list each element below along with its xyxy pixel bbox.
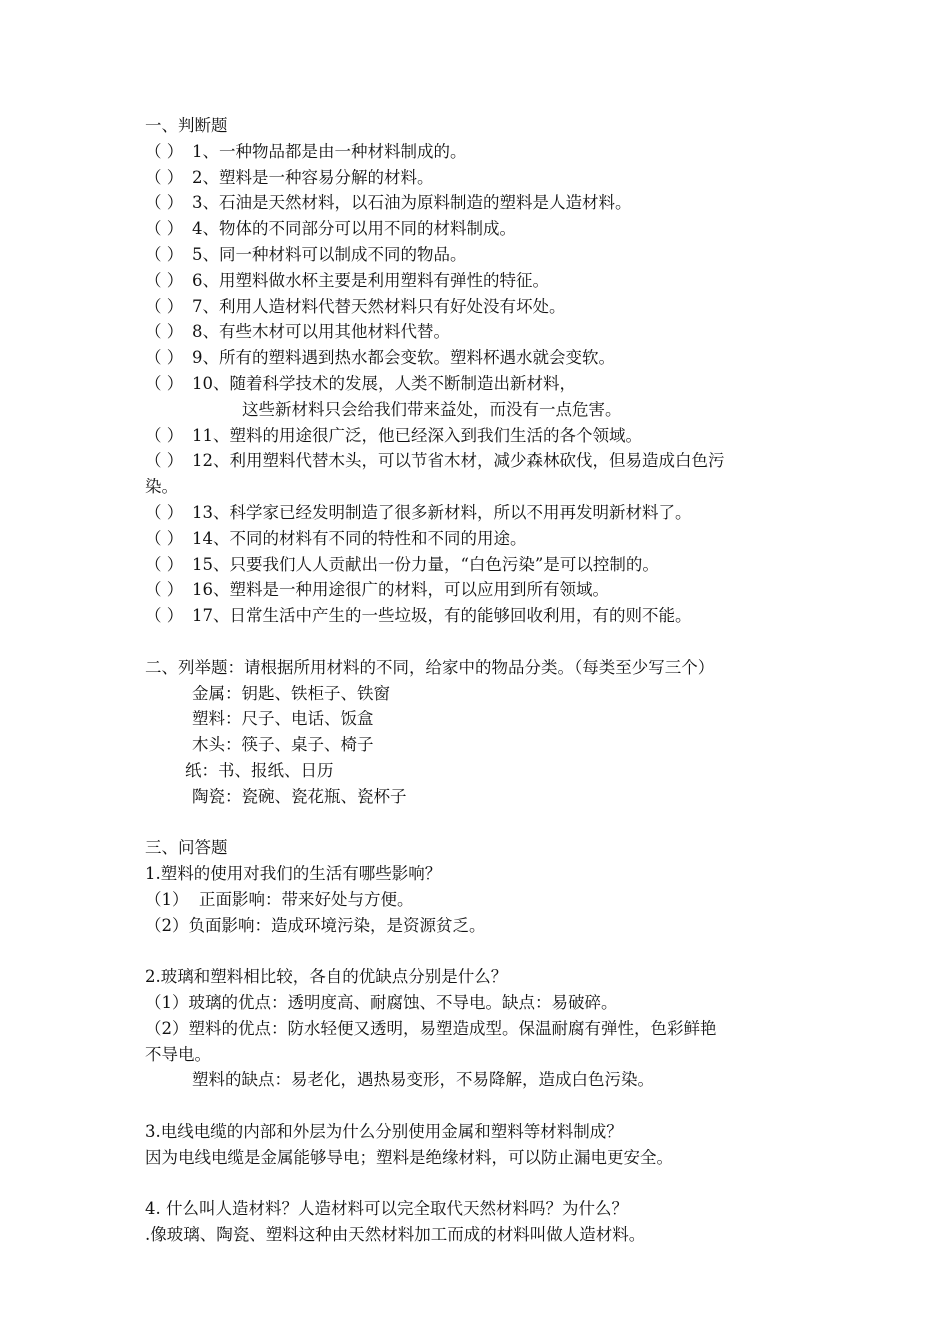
section2-title: 二、列举题：请根据所用材料的不同，给家中的物品分类。（每类至少写三个） [145, 657, 715, 677]
item-number: 3 [192, 193, 203, 213]
item-separator: 、 [213, 425, 230, 445]
item-number: 2 [192, 167, 203, 187]
answer-blank: （ ） [145, 270, 184, 290]
item-separator: 、 [202, 219, 219, 239]
judgement-item [145, 526, 825, 552]
judgement-item [145, 319, 825, 345]
judgement-item [145, 423, 825, 449]
item-text: 只要我们人人贡献出一份力量，“白色污染”是可以控制的。 [229, 554, 659, 574]
item-separator: 、 [202, 244, 219, 264]
item-separator: 、 [213, 606, 230, 626]
judgement-item [145, 500, 825, 526]
item-separator: 、 [202, 167, 219, 187]
item-separator: 、 [213, 580, 230, 600]
answer-blank: （ ） [145, 193, 184, 213]
answer-blank: （ ） [145, 502, 184, 522]
category-metal: 金属：钥匙、铁柜子、铁窗 [192, 683, 390, 703]
item-number: 10 [192, 373, 213, 393]
item-text: 塑料是一种容易分解的材料。 [219, 167, 434, 187]
item-separator: 、 [202, 296, 219, 316]
q1-answer-2: （2）负面影响：造成环境污染，是资源贫乏。 [145, 915, 486, 935]
judgement-item [145, 345, 825, 371]
category-paper: 纸：书、报纸、日历 [185, 760, 334, 780]
answer-blank: （ ） [145, 528, 184, 548]
item-number: 12 [192, 451, 213, 471]
spacer [145, 939, 825, 965]
item-text: 所有的塑料遇到热水都会变软。塑料杯遇水就会变软。 [219, 348, 615, 368]
item-number: 4 [192, 219, 203, 239]
q2-answer-2: （2）塑料的优点：防水轻便又透明，易塑造成型。保温耐腐有弹性，色彩鲜艳 [145, 1018, 717, 1038]
item-separator: 、 [202, 270, 219, 290]
item-number: 1 [192, 141, 203, 161]
judgement-item [145, 165, 825, 191]
item-text: 塑料的用途很广泛，他已经深入到我们生活的各个领域。 [229, 425, 642, 445]
q3-answer: 因为电线电缆是金属能够导电；塑料是绝缘材料，可以防止漏电更安全。 [145, 1147, 673, 1167]
item-number: 14 [192, 528, 213, 548]
answer-blank: （ ） [145, 219, 184, 239]
item-text: 塑料是一种用途很广的材料，可以应用到所有领域。 [229, 580, 609, 600]
q4-answer: .像玻璃、陶瓷、塑料这种由天然材料加工而成的材料叫做人造材料。 [145, 1225, 646, 1245]
item-text: 有些木材可以用其他材料代替。 [219, 322, 450, 342]
item-separator: 、 [213, 373, 230, 393]
item-number: 5 [192, 244, 203, 264]
item-number: 11 [192, 425, 213, 445]
answer-blank: （ ） [145, 348, 184, 368]
item-number: 8 [192, 322, 203, 342]
document-page [145, 113, 825, 1248]
q1-answer-1: （1） 正面影响：带来好处与方便。 [145, 889, 414, 909]
item-separator: 、 [202, 348, 219, 368]
item-text: 利用塑料代替木头，可以节省木材，减少森林砍伐，但易造成白色污 [229, 451, 725, 471]
judgement-item [145, 242, 825, 268]
item-separator: 、 [202, 193, 219, 213]
answer-blank: （ ） [145, 451, 184, 471]
answer-blank: （ ） [145, 373, 184, 393]
answer-blank: （ ） [145, 606, 184, 626]
category-ceramic: 陶瓷：瓷碗、瓷花瓶、瓷杯子 [192, 786, 407, 806]
spacer [145, 810, 825, 836]
section1-items [145, 139, 825, 629]
q3-question: 3.电线电缆的内部和外层为什么分别使用金属和塑料等材料制成？ [145, 1122, 623, 1142]
item-text: 同一种材料可以制成不同的物品。 [219, 244, 467, 264]
section3-title: 三、问答题 [145, 838, 228, 858]
spacer [145, 1093, 825, 1119]
item-text: 石油是天然材料，以石油为原料制造的塑料是人造材料。 [219, 193, 632, 213]
q4-question: 4. 什么叫人造材料？人造材料可以完全取代天然材料吗？为什么？ [145, 1199, 628, 1219]
item-number: 9 [192, 348, 203, 368]
item-text: 物体的不同部分可以用不同的材料制成。 [219, 219, 516, 239]
item-text-continuation: 染。 [145, 477, 178, 497]
judgement-item [145, 268, 825, 294]
item-number: 13 [192, 502, 213, 522]
q2-answer-2-cont: 不导电。 [145, 1044, 211, 1064]
judgement-item [145, 603, 825, 629]
answer-blank: （ ） [145, 244, 184, 264]
spacer [145, 629, 825, 655]
item-number: 15 [192, 554, 213, 574]
answer-blank: （ ） [145, 141, 184, 161]
item-text: 科学家已经发明制造了很多新材料，所以不用再发明新材料了。 [229, 502, 692, 522]
item-text: 随着科学技术的发展，人类不断制造出新材料， [229, 373, 576, 393]
q1-question: 1.塑料的使用对我们的生活有哪些影响？ [145, 864, 442, 884]
answer-blank: （ ） [145, 322, 184, 342]
judgement-item [145, 139, 825, 165]
item-separator: 、 [202, 322, 219, 342]
item-separator: 、 [213, 502, 230, 522]
judgement-item [145, 216, 825, 242]
judgement-item [145, 448, 825, 474]
item-number: 6 [192, 270, 203, 290]
item-text: 利用人造材料代替天然材料只有好处没有坏处。 [219, 296, 566, 316]
item-text: 用塑料做水杯主要是利用塑料有弹性的特征。 [219, 270, 549, 290]
category-wood: 木头：筷子、桌子、椅子 [192, 735, 374, 755]
q2-question: 2.玻璃和塑料相比较，各自的优缺点分别是什么？ [145, 967, 508, 987]
category-plastic: 塑料：尺子、电话、饭盒 [192, 709, 374, 729]
spacer [145, 1171, 825, 1197]
answer-blank: （ ） [145, 296, 184, 316]
item-text-continuation: 这些新材料只会给我们带来益处，而没有一点危害。 [242, 399, 622, 419]
judgement-item [145, 190, 825, 216]
answer-blank: （ ） [145, 554, 184, 574]
section1-title: 一、判断题 [145, 116, 228, 135]
judgement-item [145, 371, 825, 397]
item-separator: 、 [202, 141, 219, 161]
answer-blank: （ ） [145, 167, 184, 187]
item-text: 不同的材料有不同的特性和不同的用途。 [229, 528, 527, 548]
answer-blank: （ ） [145, 580, 184, 600]
judgement-item [145, 552, 825, 578]
item-number: 17 [192, 606, 213, 626]
item-number: 16 [192, 580, 213, 600]
q2-answer-3: 塑料的缺点：易老化，遇热易变形，不易降解，造成白色污染。 [192, 1070, 654, 1090]
item-separator: 、 [213, 554, 230, 574]
judgement-item [145, 577, 825, 603]
item-separator: 、 [213, 451, 230, 471]
answer-blank: （ ） [145, 425, 184, 445]
item-number: 7 [192, 296, 203, 316]
q2-answer-1: （1）玻璃的优点：透明度高、耐腐蚀、不导电。缺点：易破碎。 [145, 993, 618, 1013]
judgement-item [145, 294, 825, 320]
item-text: 一种物品都是由一种材料制成的。 [219, 141, 467, 161]
item-separator: 、 [213, 528, 230, 548]
item-text: 日常生活中产生的一些垃圾，有的能够回收利用，有的则不能。 [229, 606, 692, 626]
